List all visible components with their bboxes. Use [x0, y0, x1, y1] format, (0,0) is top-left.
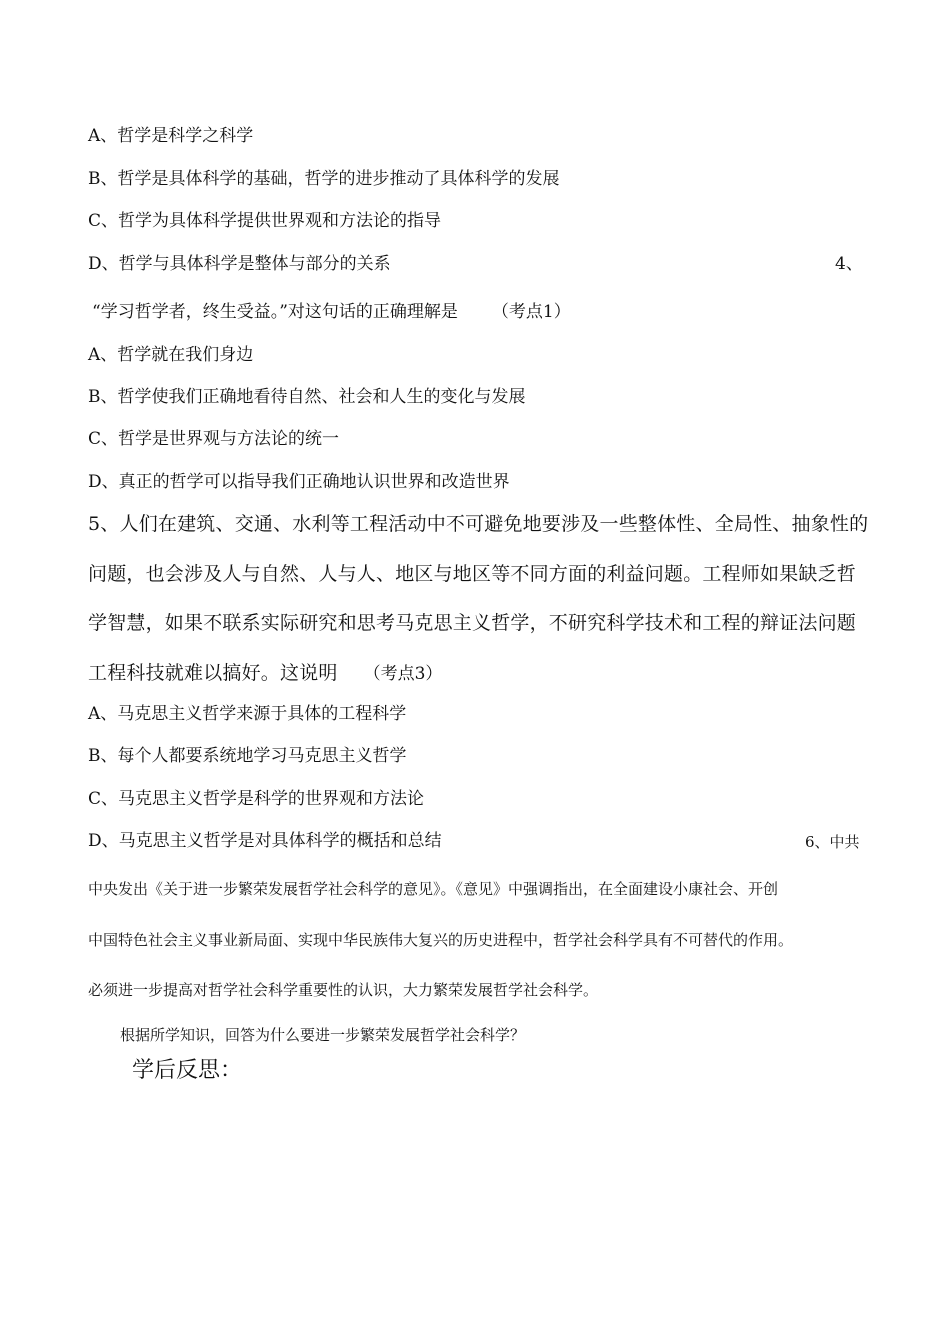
q5-stem-line-1: 5、人们在建筑、交通、水利等工程活动中不可避免地要涉及一些整体性、全局性、抽象性的: [88, 513, 869, 535]
q5-option-d: D、马克思主义哲学是对具体科学的概括和总结: [88, 831, 442, 851]
q5-option-b: B、每个人都要系统地学习马克思主义哲学: [88, 746, 407, 766]
q3-option-b: B、哲学是具体科学的基础，哲学的进步推动了具体科学的发展: [88, 169, 560, 189]
q6-stem-line-2: 中国特色社会主义事业新局面、实现中华民族伟大复兴的历史进程中，哲学社会科学具有不可替代的作用。: [88, 931, 794, 949]
q4-option-c: C、哲学是世界观与方法论的统一: [88, 429, 340, 449]
q4-stem: [92, 301, 571, 323]
q5-option-c: C、马克思主义哲学是科学的世界观和方法论: [88, 789, 425, 809]
q5-stem-line-3: 学智慧，如果不联系实际研究和思考马克思主义哲学，不研究科学技术和工程的辩证法问题: [88, 612, 857, 634]
q4-stem-text: “学习哲学者，终生受益。”对这句话的正确理解是: [92, 302, 458, 322]
q5-tag: （考点3）: [363, 664, 443, 684]
q4-option-d: D、真正的哲学可以指导我们正确地认识世界和改造世界: [88, 472, 510, 492]
q4-tag: （考点1）: [491, 302, 571, 322]
q5-stem-line-4: [88, 660, 442, 686]
q6-number: 6、中共: [805, 833, 860, 851]
q3-option-a: A、哲学是科学之科学: [88, 126, 254, 146]
reflection-heading: 学后反思：: [132, 1058, 243, 1083]
q3-option-d: D、哲学与具体科学是整体与部分的关系: [88, 254, 391, 274]
q5-stem-line-2: 问题，也会涉及人与自然、人与人、地区与地区等不同方面的利益问题。工程师如果缺乏哲: [88, 563, 857, 585]
q5-stem-line-4-text: 工程科技就难以搞好。这说明: [88, 662, 338, 684]
q4-number: 4、: [835, 254, 863, 274]
q6-stem-line-3: 必须进一步提高对哲学社会科学重要性的认识，大力繁荣发展哲学社会科学。: [88, 981, 599, 999]
q3-option-c: C、哲学为具体科学提供世界观和方法论的指导: [88, 211, 442, 231]
q5-option-a: A、马克思主义哲学来源于具体的工程科学: [88, 704, 407, 724]
q6-stem-line-1: 中央发出《关于进一步繁荣发展哲学社会科学的意见》。《意见》中强调指出，在全面建设小康社会、开创: [88, 880, 779, 898]
q4-option-b: B、哲学使我们正确地看待自然、社会和人生的变化与发展: [88, 387, 526, 407]
q4-option-a: A、哲学就在我们身边: [88, 345, 254, 365]
q6-question: 根据所学知识，回答为什么要进一步繁荣发展哲学社会科学？: [120, 1026, 526, 1044]
